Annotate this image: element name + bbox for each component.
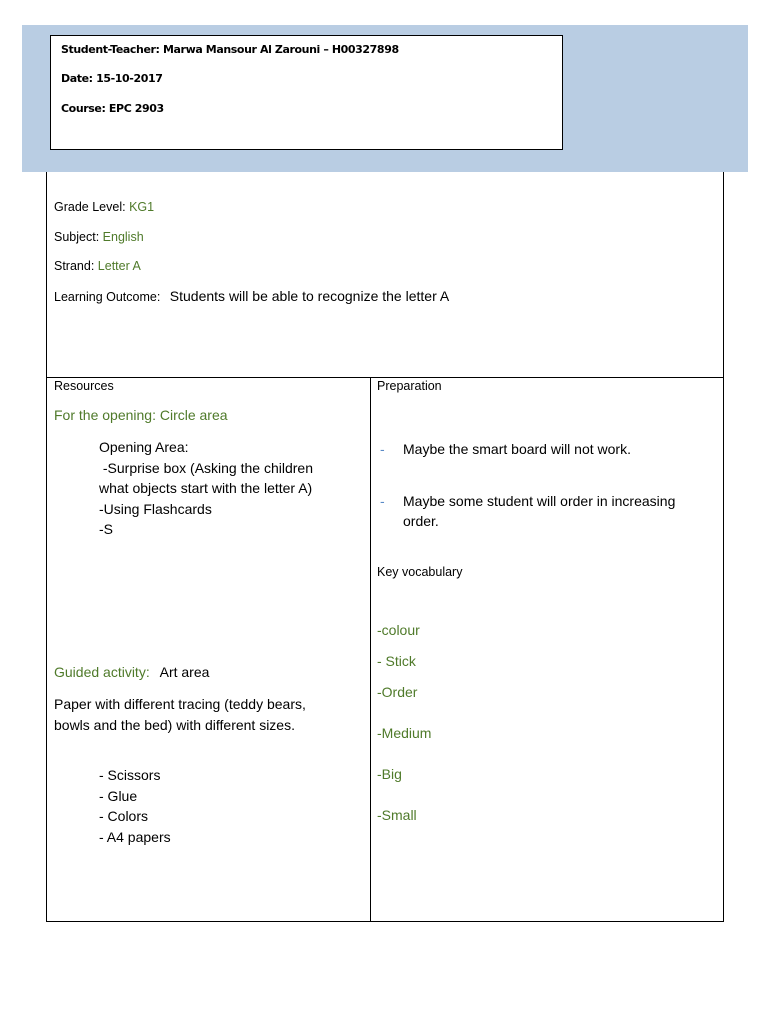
student-teacher-line: Student-Teacher: Marwa Mansour Al Zarouni – H00327898 [61,43,399,56]
preparation-bullet: Maybe the smart board will not work. [403,441,631,457]
resources-heading: Resources [54,379,114,393]
bullet-marker: - [380,493,385,509]
guided-activity-value: Art area [159,664,210,680]
preparation-bullet-line: Maybe some student will order in increasing [403,493,676,509]
learning-outcome-value: Students will be able to recognize the letter A [169,288,450,304]
subject-value: English [102,230,144,244]
paper-line: Paper with different tracing (teddy bears, [54,696,306,712]
strand-value: Letter A [97,259,141,273]
guided-activity-row [54,664,209,680]
vocab-item: -Order [377,684,418,700]
material-item: - Glue [99,787,138,804]
bullet-marker: - [380,441,385,457]
material-item: - A4 papers [99,828,171,845]
key-vocabulary-heading: Key vocabulary [377,565,463,579]
lesson-info-section [46,172,724,377]
resources-preparation-table [46,377,724,922]
strand-label: Strand: [54,259,95,273]
vocab-item: -colour [377,622,420,638]
grade-level-label: Grade Level: [54,200,126,214]
column-divider [370,378,371,921]
paper-line: bowls and the bed) with different sizes. [54,716,295,733]
material-item: - Scissors [99,767,161,783]
grade-level-value: KG1 [129,200,155,214]
header-info-box [50,35,563,150]
preparation-bullet [403,491,675,531]
paper-description [54,694,306,735]
subject-row [54,230,144,244]
date-line: Date: 15-10-2017 [61,72,163,85]
opening-line: -Surprise box (Asking the children [99,459,313,476]
material-item: - Colors [99,808,149,824]
learning-outcome-row [54,288,449,304]
opening-label: For the opening: Circle area [54,407,228,423]
subject-label: Subject: [54,230,100,244]
vocab-item: -Big [377,766,402,782]
preparation-heading: Preparation [377,379,442,393]
opening-line: what objects start with the letter A) [99,480,313,496]
grade-level-row [54,200,154,214]
opening-line: -Using Flashcards [99,500,212,517]
strand-row [54,259,141,273]
preparation-bullet-line: order. [403,513,439,529]
opening-line: -S [99,521,113,537]
materials-list [99,765,171,847]
vocab-item: -Small [377,807,417,823]
course-line: Course: EPC 2903 [61,102,164,115]
vocab-item: -Medium [377,725,432,741]
opening-list [99,437,313,540]
learning-outcome-label: Learning Outcome: [54,290,161,304]
vocab-item: - Stick [377,653,416,669]
opening-line: Opening Area: [99,439,189,455]
guided-activity-label: Guided activity: [54,664,150,680]
